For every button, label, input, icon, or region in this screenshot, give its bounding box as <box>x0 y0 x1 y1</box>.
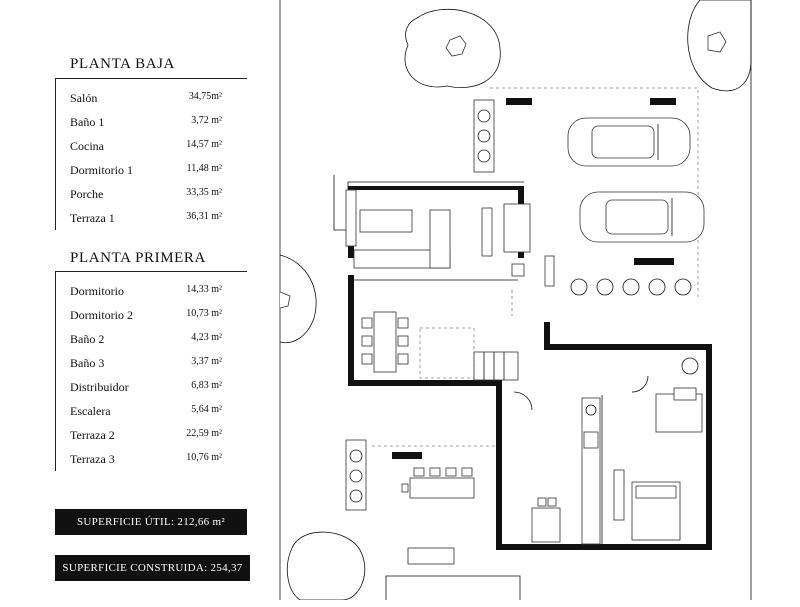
light-fixture <box>392 452 422 459</box>
tree-top <box>405 9 500 87</box>
window-east <box>545 256 554 286</box>
tree-top-right <box>688 0 751 91</box>
room-area: 22,59 m² <box>186 428 222 439</box>
built-area-total: SUPERFICIE CONSTRUIDA: 254,37 m² <box>55 555 250 581</box>
wall-kitchen-west <box>496 380 502 550</box>
first-floor-side-rule <box>55 271 56 471</box>
light-fixture <box>650 98 676 105</box>
room-area: 5,64 m² <box>191 404 222 415</box>
room-area: 36,31 m² <box>186 211 222 222</box>
room-area: 33,35 m² <box>186 187 222 198</box>
light-fixture <box>506 98 532 105</box>
wardrobe <box>614 470 624 520</box>
room-row <box>70 211 230 227</box>
toilet <box>682 358 698 374</box>
planter-upper <box>474 100 494 172</box>
room-name: Dormitorio <box>70 284 124 298</box>
room-row <box>70 452 230 468</box>
room-area: 6,83 m² <box>191 380 222 391</box>
useful-area-total: SUPERFICIE ÚTIL: 212,66 m² <box>55 509 247 535</box>
room-area: 34,75m² <box>188 91 222 102</box>
wall-hall <box>544 322 550 350</box>
room-name: Dormitorio 2 <box>70 308 133 322</box>
room-area: 10,76 m² <box>186 452 222 463</box>
dining-table-indoor <box>362 312 408 372</box>
dining-table-outdoor <box>402 468 474 498</box>
ground-floor-rule <box>55 78 247 79</box>
room-row <box>70 380 230 396</box>
floor-plan <box>262 0 800 600</box>
bed <box>632 482 680 540</box>
room-name: Terraza 3 <box>70 452 115 466</box>
wall-bath <box>544 344 712 350</box>
room-name: Distribuidor <box>70 380 129 394</box>
room-row <box>70 404 230 420</box>
room-area: 3,72 m² <box>191 115 222 126</box>
room-name: Terraza 1 <box>70 211 115 225</box>
room-row <box>70 91 230 107</box>
room-row <box>70 308 230 324</box>
ground-floor-title: PLANTA BAJA <box>70 56 175 72</box>
light-fixture <box>634 258 674 265</box>
armchair <box>504 204 530 252</box>
room-name: Terraza 2 <box>70 428 115 442</box>
ground-floor-side-rule <box>55 78 56 230</box>
kitchen-table <box>532 498 560 542</box>
wall-south <box>496 544 712 550</box>
room-name: Escalera <box>70 404 111 418</box>
terrace-bench <box>386 576 520 600</box>
planter-lower <box>346 440 366 510</box>
first-floor-rule <box>55 271 247 272</box>
room-name: Baño 1 <box>70 115 105 129</box>
tv-unit <box>482 208 492 256</box>
room-area: 3,37 m² <box>191 356 222 367</box>
room-row <box>70 163 230 179</box>
door-swing <box>632 376 648 392</box>
room-row <box>70 115 230 131</box>
room-row <box>70 332 230 348</box>
room-row <box>70 356 230 372</box>
car-lower <box>580 192 704 242</box>
room-row <box>70 284 230 300</box>
tree-left <box>280 255 316 343</box>
room-name: Salón <box>70 91 98 105</box>
room-area: 14,33 m² <box>186 284 222 295</box>
wall-east <box>706 344 712 550</box>
room-area: 11,48 m² <box>186 163 222 174</box>
car-upper <box>568 118 690 166</box>
washbasin <box>674 388 696 400</box>
room-name: Baño 3 <box>70 356 105 370</box>
wall-west-lower <box>348 275 354 386</box>
room-name: Porche <box>70 187 104 201</box>
room-area: 4,23 m² <box>191 332 222 343</box>
wall-north <box>348 186 524 190</box>
room-row <box>70 428 230 444</box>
room-row <box>70 187 230 203</box>
room-name: Baño 2 <box>70 332 105 346</box>
room-row <box>70 139 230 155</box>
door-swing <box>514 392 532 410</box>
room-name: Dormitorio 1 <box>70 163 133 177</box>
staircase <box>420 328 518 380</box>
lounge-table <box>408 548 454 564</box>
area-table-panel <box>0 0 262 600</box>
tree-bottom-left <box>287 532 365 600</box>
wall-stair <box>348 380 502 386</box>
side-table <box>512 264 524 276</box>
kitchen-counter <box>582 398 600 544</box>
room-area: 10,73 m² <box>186 308 222 319</box>
shrub-row <box>571 279 691 295</box>
room-area: 14,57 m² <box>186 139 222 150</box>
first-floor-title: PLANTA PRIMERA <box>70 250 206 266</box>
window-west <box>346 190 356 246</box>
coffee-table <box>360 210 412 232</box>
room-name: Cocina <box>70 139 104 153</box>
